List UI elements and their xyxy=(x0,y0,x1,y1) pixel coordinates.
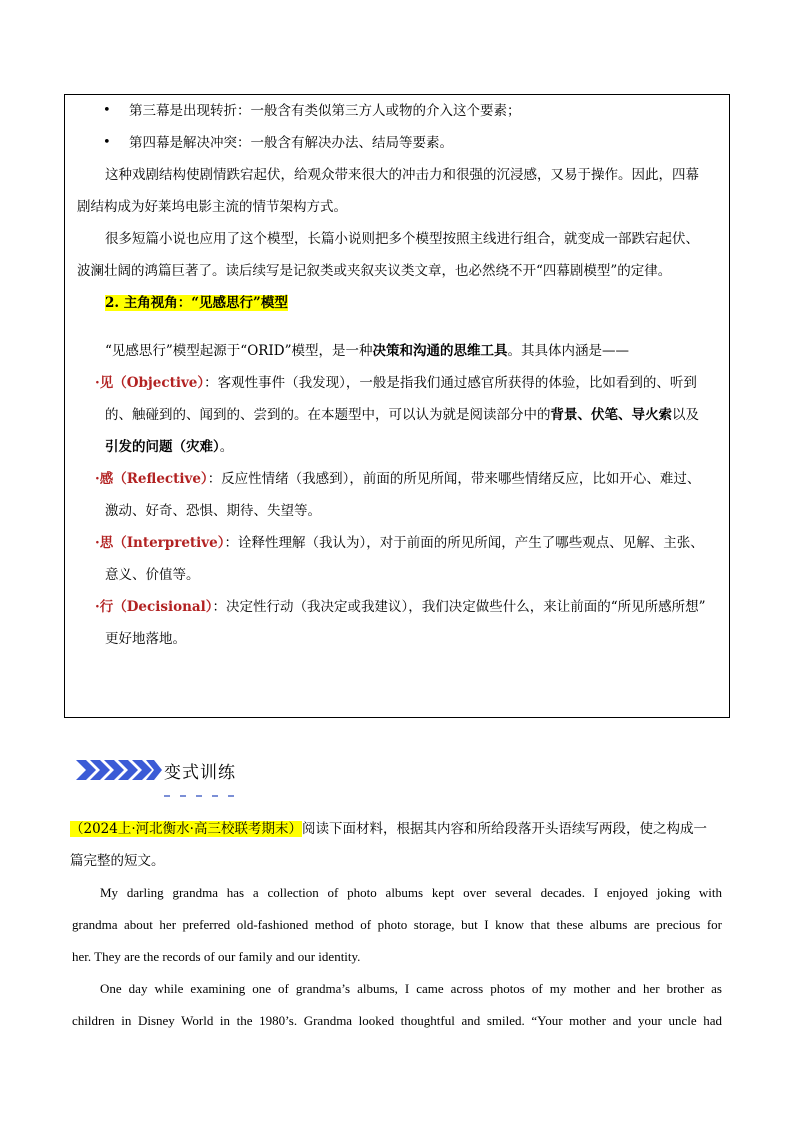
decisional-line2: 更好地落地。 xyxy=(105,631,186,647)
para2-line2: 波澜壮阔的鸿篇巨著了。读后续写是记叙类或夹叙夹议类文章，也必然绕不开“四幕剧模型”的定律。 xyxy=(77,263,672,279)
interpretive-label: 思（Interpretive） xyxy=(99,535,225,551)
reflective-line2: 激动、好奇、恐惧、期待、失望等。 xyxy=(105,503,321,519)
para1-line1: 这种戏剧结构使剧情跌宕起伏，给观众带来很大的冲击力和很强的沉浸感，又易于操作。因此，四幕 xyxy=(105,167,699,183)
reflective-label: 感（Reflective） xyxy=(99,471,208,487)
reflective-line1: ·感（Reflective）：反应性情绪（我感到），前面的所见所闻，带来哪些情绪反应，比如开心、难过、 xyxy=(95,471,701,487)
para2-line1: 很多短篇小说也应用了这个模型，长篇小说则把多个模型按照主线进行组合，就变成一部跌宕起伏、 xyxy=(105,231,699,247)
english-p1-line2: grandma about her preferred old-fashioned method of photo storage, but I know that these albums are precious for xyxy=(72,917,722,932)
interpretive-line1: ·思（Interpretive）：诠释性理解（我认为），对于前面的所见所闻，产生了哪些观点、见解、主张、 xyxy=(95,535,704,551)
title-underline-dots xyxy=(164,782,264,785)
task-line1: （2024上·河北衡水·高三校联考期末）阅读下面材料，根据其内容和所给段落开头语续写两段，使之构成一 xyxy=(70,821,707,837)
english-p1-line1: My darling grandma has a collection of photo albums kept over several decades. I enjoyed joking with xyxy=(100,885,722,900)
orid-intro: “见感思行”模型起源于“ORID”模型，是一种决策和沟通的思维工具。其具体内涵是—— xyxy=(105,343,629,359)
objective-line1: ·见（Objective）：客观性事件（我发现），一般是指我们通过感官所获得的体验，比如看到的、听到 xyxy=(95,375,697,391)
source-tag: （2024上·河北衡水·高三校联考期末） xyxy=(70,821,302,837)
para1-line2: 剧结构成为好莱坞电影主流的情节架构方式。 xyxy=(77,199,347,215)
decisional-line1: ·行（Decisional）：决定性行动（我决定或我建议），我们决定做些什么，来让前面的“所见所感所想” xyxy=(95,599,706,615)
bullet: • xyxy=(103,135,111,150)
act-three-line: 第三幕是出现转折：一般含有类似第三方人或物的介入这个要素； xyxy=(129,103,521,119)
objective-line2: 的、触碰到的、闻到的、尝到的。在本题型中，可以认为就是阅读部分中的背景、伏笔、导火索以及 xyxy=(105,407,699,423)
english-p2-line2: children in Disney World in the 1980’s. Grandma looked thoughtful and smiled. “Your mother and your uncle had xyxy=(72,1013,722,1028)
section-title: 变式训练 xyxy=(164,763,236,783)
objective-label: 见（Objective） xyxy=(99,375,205,391)
interpretive-line2: 意义、价值等。 xyxy=(105,567,200,583)
english-p1-line3: her. They are the records of our family and our identity. xyxy=(72,949,361,964)
english-p2-line1: One day while examining one of grandma’s albums, I came across photos of my mother and her brother as xyxy=(100,981,722,996)
chevron-arrows-icon xyxy=(76,756,162,784)
reading-notes-box xyxy=(64,94,730,718)
section-heading: 2. 主角视角：“见感思行”模型 xyxy=(105,295,288,311)
act-four-line: 第四幕是解决冲突：一般含有解决办法、结局等要素。 xyxy=(129,135,453,151)
bullet: • xyxy=(103,103,111,118)
objective-line3: 引发的问题（灾难）。 xyxy=(105,439,234,455)
decisional-label: 行（Decisional） xyxy=(99,599,213,615)
task-line2: 篇完整的短文。 xyxy=(70,853,165,869)
